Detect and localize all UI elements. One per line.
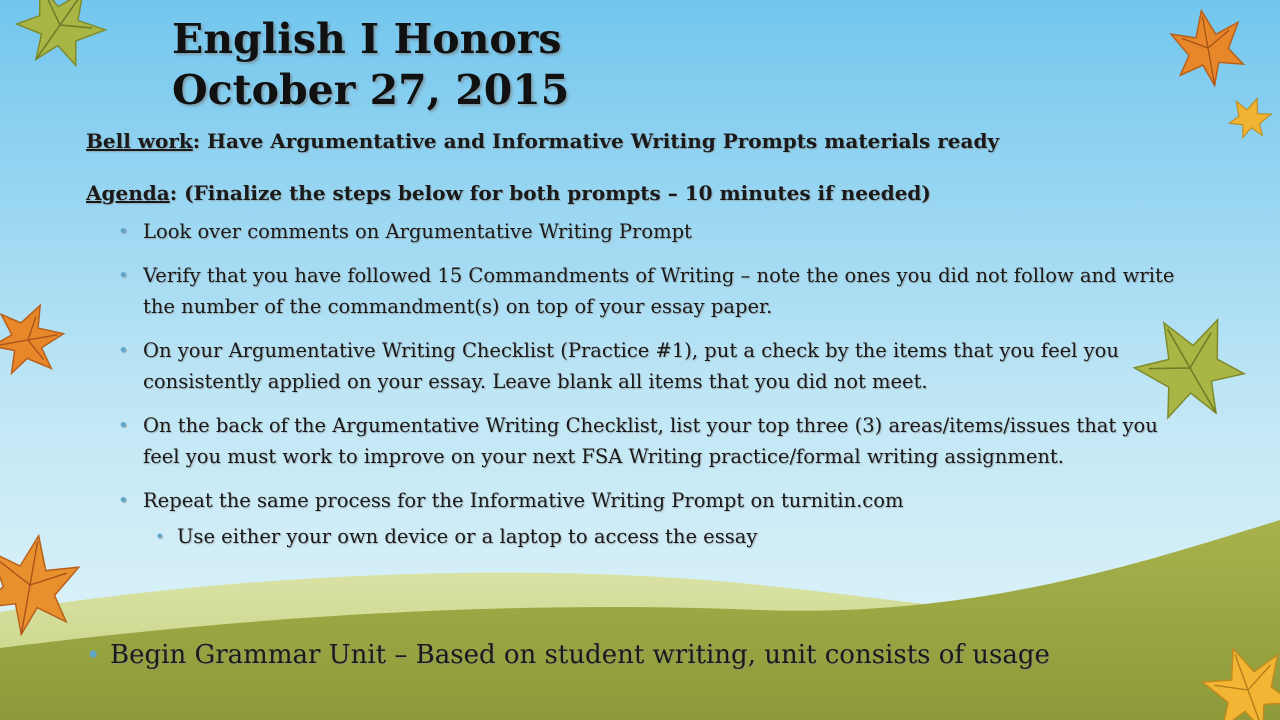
agenda-line bbox=[86, 178, 1176, 208]
title-line-1: English I Honors bbox=[172, 15, 562, 63]
bell-work-text: : Have Argumentative and Informative Writing Prompts materials ready bbox=[192, 129, 1000, 153]
sub-list-item: • Use either your own device or a laptop to access the essay bbox=[143, 522, 1176, 552]
body-content bbox=[86, 126, 1176, 565]
slide-title bbox=[172, 14, 569, 116]
bell-work-label: Bell work bbox=[86, 129, 193, 153]
title-line-2: October 27, 2015 bbox=[172, 66, 570, 114]
agenda-list bbox=[86, 216, 1176, 552]
list-item-with-sub bbox=[86, 485, 1176, 552]
grammar-bullet bbox=[86, 636, 1210, 674]
grammar-text: Begin Grammar Unit – Based on student writing, unit consists of usage bbox=[110, 640, 1050, 670]
list-item: • Verify that you have followed 15 Commandments of Writing – note the ones you did not follow and write the number of the commandment(s) on top of your essay paper. bbox=[86, 260, 1176, 322]
bell-work-line bbox=[86, 126, 1176, 156]
list-item: • On your Argumentative Writing Checklist (Practice #1), put a check by the items that you feel you consistently applied on your essay. Leave blank all items that you did not meet. bbox=[86, 335, 1176, 397]
agenda-label: Agenda bbox=[86, 181, 170, 205]
list-item-text: Repeat the same process for the Informative Writing Prompt on turnitin.com bbox=[143, 489, 904, 512]
list-item: • On the back of the Argumentative Writing Checklist, list your top three (3) areas/items/issues that you feel you must work to improve on your next FSA Writing practice/formal writing assignment. bbox=[86, 410, 1176, 472]
bullet-icon: • bbox=[86, 641, 101, 669]
list-item: • Look over comments on Argumentative Writing Prompt bbox=[86, 216, 1176, 247]
sub-list bbox=[143, 522, 1176, 552]
agenda-text: : (Finalize the steps below for both prompts – 10 minutes if needed) bbox=[169, 181, 931, 205]
